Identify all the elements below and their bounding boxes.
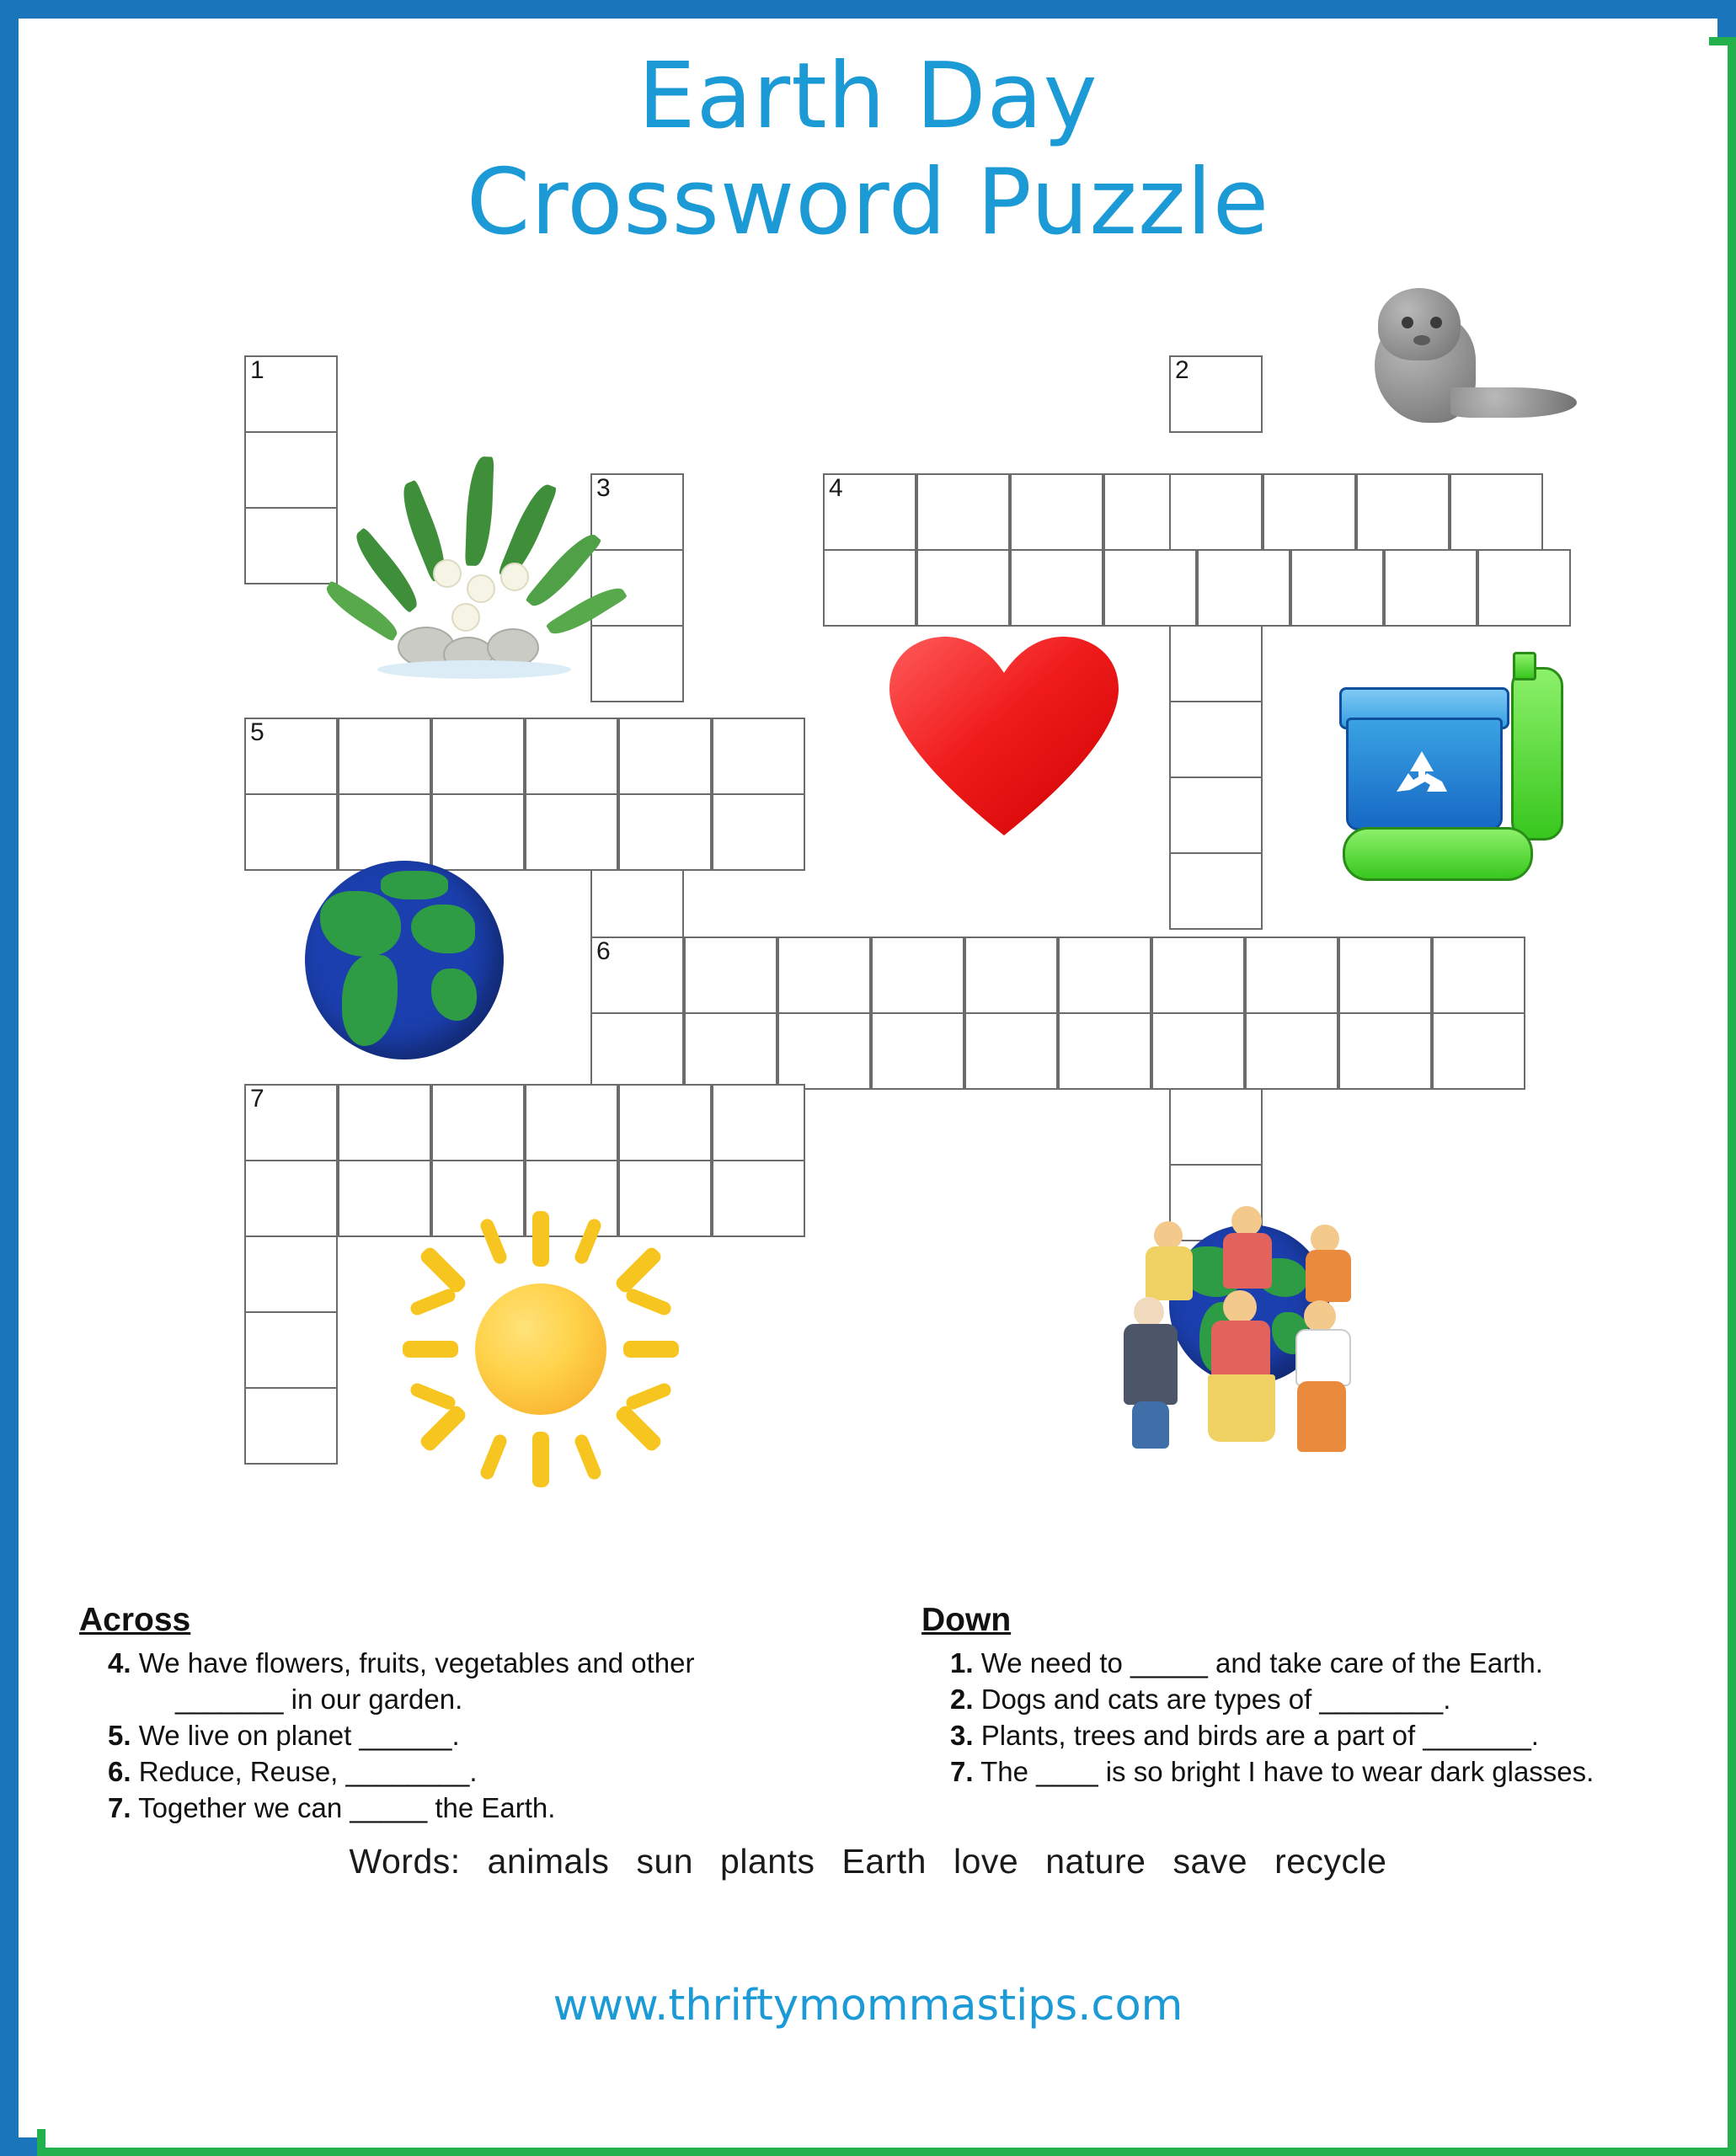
grid-cell[interactable] — [1384, 549, 1477, 627]
recycle-bin-icon — [1324, 667, 1602, 903]
down-column — [921, 1602, 1680, 1790]
grid-cell[interactable] — [1432, 937, 1525, 1014]
word-bank-word: animals — [487, 1842, 610, 1881]
clue-item — [79, 1646, 837, 1718]
clue-text: Together we can _____ the Earth. — [138, 1791, 556, 1823]
down-heading: Down — [921, 1602, 1012, 1638]
grid-cell[interactable] — [1169, 701, 1263, 778]
grid-cell[interactable] — [823, 549, 916, 627]
grid-cell[interactable] — [590, 473, 684, 551]
clue-item — [921, 1682, 1680, 1718]
grid-cell[interactable] — [244, 1084, 338, 1161]
grid-cell[interactable] — [1058, 1012, 1151, 1090]
grid-cell[interactable] — [590, 625, 684, 702]
grid-cell[interactable] — [431, 793, 525, 871]
clue-number: 7. — [950, 1755, 974, 1787]
word-bank-word: recycle — [1274, 1842, 1387, 1881]
seal-icon — [1324, 280, 1577, 456]
grid-cell[interactable] — [1010, 473, 1103, 551]
grid-cell[interactable] — [1151, 937, 1245, 1014]
grid-cell[interactable] — [590, 1012, 684, 1090]
grid-cell[interactable] — [525, 793, 618, 871]
grid-cell[interactable] — [964, 937, 1058, 1014]
grid-number: 1 — [250, 356, 264, 384]
grid-cell[interactable] — [712, 718, 805, 795]
sun-icon — [398, 1206, 684, 1492]
grid-cell[interactable] — [684, 1012, 777, 1090]
grid-number: 2 — [1175, 356, 1189, 384]
grid-cell[interactable] — [590, 549, 684, 627]
title-line-1: Earth Day — [638, 44, 1098, 149]
word-bank-word: save — [1172, 1842, 1248, 1881]
recycle-symbol-icon — [1390, 748, 1454, 802]
clue-text: Plants, trees and birds are a part of _______. — [980, 1719, 1539, 1751]
clue-number: 6. — [108, 1755, 131, 1787]
grid-cell[interactable] — [684, 937, 777, 1014]
grid-cell[interactable] — [338, 1084, 431, 1161]
grid-cell[interactable] — [1169, 852, 1263, 930]
grid-cell[interactable] — [916, 549, 1010, 627]
people-around-globe-icon — [1122, 1206, 1375, 1442]
grid-cell[interactable] — [964, 1012, 1058, 1090]
word-bank-label: Words: — [349, 1842, 461, 1881]
grid-number: 6 — [596, 937, 611, 965]
clue-item — [921, 1718, 1680, 1754]
word-bank-word: sun — [636, 1842, 694, 1881]
grid-cell[interactable] — [1245, 1012, 1338, 1090]
grid-number: 7 — [250, 1085, 264, 1113]
grid-cell[interactable] — [1263, 473, 1356, 551]
clue-item — [79, 1754, 837, 1790]
grid-cell[interactable] — [590, 937, 684, 1014]
clue-number: 7. — [108, 1791, 131, 1823]
grid-cell[interactable] — [244, 793, 338, 871]
worksheet-sheet — [27, 27, 1709, 2129]
title-line-2: Crossword Puzzle — [466, 150, 1270, 256]
clue-number: 2. — [950, 1683, 974, 1715]
grid-cell[interactable] — [1290, 549, 1384, 627]
grid-cell[interactable] — [244, 507, 338, 584]
grid-cell[interactable] — [1245, 937, 1338, 1014]
footer-url[interactable]: www.thriftymommastips.com — [553, 1981, 1183, 2031]
clue-text: We live on planet ______. — [138, 1719, 460, 1751]
clue-item — [921, 1646, 1680, 1682]
grid-cell[interactable] — [712, 1160, 805, 1237]
grid-cell[interactable] — [1169, 473, 1263, 551]
grid-cell[interactable] — [244, 1160, 338, 1237]
grid-cell[interactable] — [525, 718, 618, 795]
clue-item — [79, 1718, 837, 1754]
grid-cell[interactable] — [871, 1012, 964, 1090]
grid-cell[interactable] — [1058, 937, 1151, 1014]
grid-cell[interactable] — [1477, 549, 1571, 627]
across-clue-list — [79, 1646, 837, 1826]
clue-number: 4. — [108, 1647, 131, 1678]
grid-cell[interactable] — [1103, 549, 1197, 627]
grid-cell[interactable] — [338, 793, 431, 871]
grid-cell[interactable] — [1197, 549, 1290, 627]
grid-cell[interactable] — [338, 718, 431, 795]
word-bank-word: nature — [1045, 1842, 1146, 1881]
grid-cell[interactable] — [777, 1012, 871, 1090]
grid-cell[interactable] — [777, 937, 871, 1014]
clue-text: We need to _____ and take care of the Earth. — [980, 1647, 1543, 1678]
grid-cell[interactable] — [244, 355, 338, 433]
grid-cell[interactable] — [1432, 1012, 1525, 1090]
grid-cell[interactable] — [1169, 776, 1263, 854]
down-clue-list — [921, 1646, 1680, 1790]
grid-cell[interactable] — [1010, 549, 1103, 627]
grid-cell[interactable] — [590, 869, 684, 947]
clue-text-cont: _______ in our garden. — [175, 1683, 463, 1715]
plant-clump-icon — [372, 448, 583, 692]
grid-cell[interactable] — [618, 1084, 712, 1161]
across-column — [79, 1602, 837, 1826]
heart-icon — [886, 633, 1122, 844]
grid-cell[interactable] — [618, 718, 712, 795]
grid-cell[interactable] — [525, 1084, 618, 1161]
grid-cell[interactable] — [1169, 355, 1263, 433]
grid-cell[interactable] — [1169, 1088, 1263, 1166]
grid-cell[interactable] — [244, 1235, 338, 1313]
grid-cell[interactable] — [1450, 473, 1543, 551]
clue-text: Reduce, Reuse, ________. — [138, 1755, 478, 1787]
grid-cell[interactable] — [244, 718, 338, 795]
grid-cell[interactable] — [1169, 625, 1263, 702]
grid-cell[interactable] — [916, 473, 1010, 551]
grid-cell[interactable] — [244, 1387, 338, 1465]
grid-cell[interactable] — [244, 431, 338, 509]
clue-number: 3. — [950, 1719, 974, 1751]
word-bank-word: Earth — [841, 1842, 927, 1881]
earth-globe-icon — [305, 861, 507, 1063]
grid-number: 5 — [250, 718, 264, 746]
grid-number: 4 — [829, 474, 843, 502]
grid-number: 3 — [596, 474, 611, 502]
grid-cell[interactable] — [1151, 1012, 1245, 1090]
clue-item — [921, 1754, 1680, 1790]
word-bank-word: love — [953, 1842, 1019, 1881]
grid-cell[interactable] — [244, 1311, 338, 1389]
grid-cell[interactable] — [823, 473, 916, 551]
word-bank — [27, 1842, 1709, 1881]
clue-number: 5. — [108, 1719, 131, 1751]
word-bank-word: plants — [720, 1842, 815, 1881]
grid-cell[interactable] — [712, 793, 805, 871]
grid-cell[interactable] — [1338, 1012, 1432, 1090]
grid-cell[interactable] — [1356, 473, 1450, 551]
grid-cell[interactable] — [871, 937, 964, 1014]
grid-cell[interactable] — [1338, 937, 1432, 1014]
clue-item — [79, 1790, 837, 1827]
clue-text: We have flowers, fruits, vegetables and other — [138, 1647, 695, 1678]
across-heading: Across — [79, 1602, 191, 1638]
grid-cell[interactable] — [431, 718, 525, 795]
clue-number: 1. — [950, 1647, 974, 1678]
crossword-grid — [27, 27, 1709, 1543]
grid-cell[interactable] — [431, 1084, 525, 1161]
clue-text: Dogs and cats are types of ________. — [980, 1683, 1451, 1715]
clue-text: The ____ is so bright I have to wear dark glasses. — [980, 1755, 1594, 1787]
grid-cell[interactable] — [618, 793, 712, 871]
grid-cell[interactable] — [712, 1084, 805, 1161]
